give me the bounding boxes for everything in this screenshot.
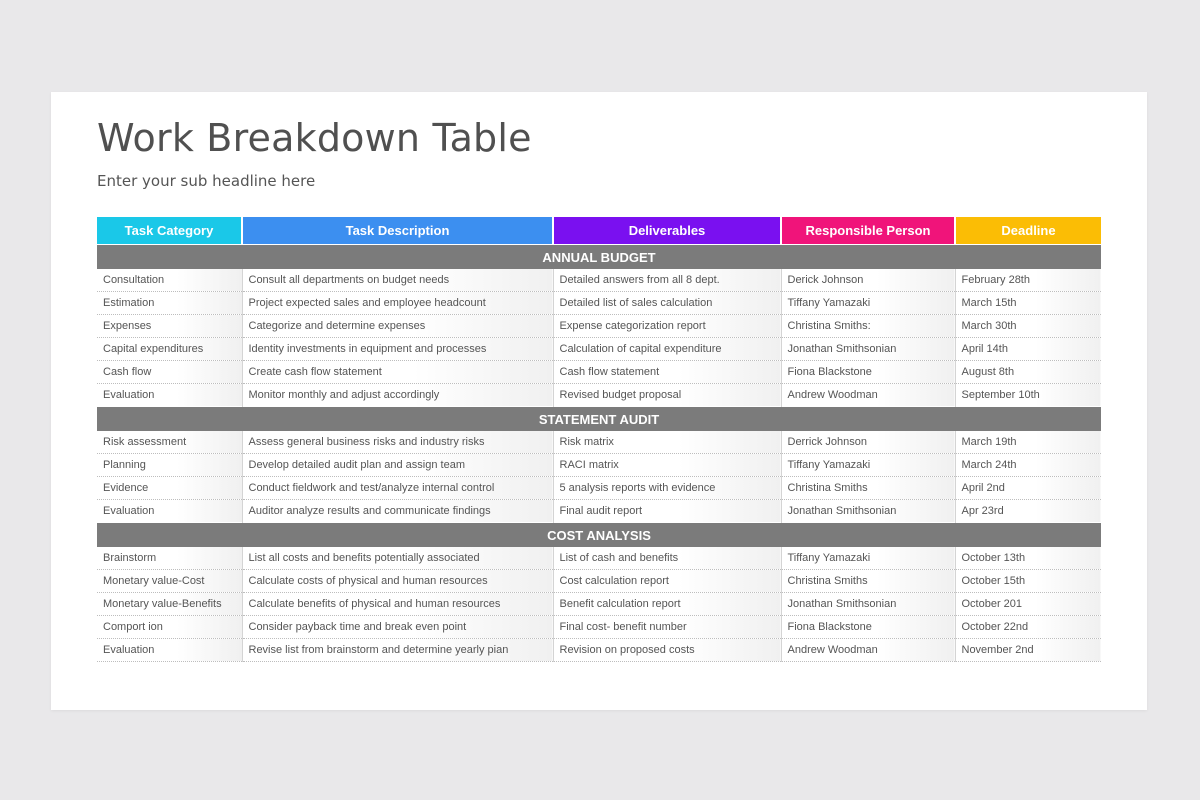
cell-task-category: Evidence	[97, 477, 242, 500]
table-row	[97, 384, 1101, 407]
slide	[51, 92, 1147, 710]
table-row	[97, 431, 1101, 454]
cell-task-description: Revise list from brainstorm and determine yearly pian	[242, 639, 553, 662]
table-row	[97, 269, 1101, 292]
cell-deliverables: Cash flow statement	[553, 361, 781, 384]
cell-task-description: List all costs and benefits potentially associated	[242, 547, 553, 570]
cell-task-description: Calculate benefits of physical and human resources	[242, 593, 553, 616]
cell-task-description: Create cash flow statement	[242, 361, 553, 384]
cell-responsible-person: Christina Smiths:	[781, 315, 955, 338]
cell-deliverables: List of cash and benefits	[553, 547, 781, 570]
cell-deadline: March 24th	[955, 454, 1101, 477]
cell-task-description: Calculate costs of physical and human resources	[242, 570, 553, 593]
table-row	[97, 639, 1101, 662]
table-row	[97, 454, 1101, 477]
section-title: ANNUAL BUDGET	[97, 245, 1101, 270]
cell-task-category: Brainstorm	[97, 547, 242, 570]
cell-task-description: Categorize and determine expenses	[242, 315, 553, 338]
cell-deadline: March 19th	[955, 431, 1101, 454]
cell-task-description: Assess general business risks and industry risks	[242, 431, 553, 454]
table-row	[97, 547, 1101, 570]
section-row	[97, 523, 1101, 548]
cell-task-category: Monetary value-Benefits	[97, 593, 242, 616]
cell-responsible-person: Jonathan Smithsonian	[781, 593, 955, 616]
cell-task-category: Evaluation	[97, 384, 242, 407]
cell-deliverables: Expense categorization report	[553, 315, 781, 338]
cell-task-category: Risk assessment	[97, 431, 242, 454]
cell-responsible-person: Andrew Woodman	[781, 639, 955, 662]
section-row	[97, 407, 1101, 432]
cell-deliverables: Revised budget proposal	[553, 384, 781, 407]
table-row	[97, 361, 1101, 384]
work-breakdown-table	[97, 217, 1101, 662]
header-deliverables: Deliverables	[553, 217, 781, 245]
table-row	[97, 593, 1101, 616]
table-row	[97, 500, 1101, 523]
cell-responsible-person: Fiona Blackstone	[781, 616, 955, 639]
cell-task-category: Estimation	[97, 292, 242, 315]
cell-task-category: Planning	[97, 454, 242, 477]
cell-deliverables: Final cost- benefit number	[553, 616, 781, 639]
cell-responsible-person: Christina Smiths	[781, 570, 955, 593]
cell-responsible-person: Tiffany Yamazaki	[781, 454, 955, 477]
cell-task-description: Project expected sales and employee headcount	[242, 292, 553, 315]
cell-task-category: Evaluation	[97, 500, 242, 523]
header-task-description: Task Description	[242, 217, 553, 245]
header-task-category: Task Category	[97, 217, 242, 245]
cell-responsible-person: Fiona Blackstone	[781, 361, 955, 384]
header-deadline: Deadline	[955, 217, 1101, 245]
cell-responsible-person: Derick Johnson	[781, 269, 955, 292]
table-row	[97, 292, 1101, 315]
cell-deliverables: Final audit report	[553, 500, 781, 523]
cell-task-category: Comport ion	[97, 616, 242, 639]
cell-deadline: February 28th	[955, 269, 1101, 292]
cell-responsible-person: Tiffany Yamazaki	[781, 547, 955, 570]
cell-deliverables: Detailed answers from all 8 dept.	[553, 269, 781, 292]
cell-responsible-person: Tiffany Yamazaki	[781, 292, 955, 315]
cell-task-description: Develop detailed audit plan and assign team	[242, 454, 553, 477]
table-row	[97, 477, 1101, 500]
page-subtitle: Enter your sub headline here	[97, 172, 316, 190]
cell-deadline: March 15th	[955, 292, 1101, 315]
cell-task-category: Monetary value-Cost	[97, 570, 242, 593]
cell-task-description: Conduct fieldwork and test/analyze internal control	[242, 477, 553, 500]
cell-task-category: Evaluation	[97, 639, 242, 662]
cell-deadline: October 15th	[955, 570, 1101, 593]
cell-deliverables: Risk matrix	[553, 431, 781, 454]
page-title: Work Breakdown Table	[97, 116, 532, 160]
cell-deliverables: Benefit calculation report	[553, 593, 781, 616]
section-title: STATEMENT AUDIT	[97, 407, 1101, 432]
header-responsible-person: Responsible Person	[781, 217, 955, 245]
cell-deadline: October 22nd	[955, 616, 1101, 639]
cell-deliverables: RACI matrix	[553, 454, 781, 477]
cell-responsible-person: Christina Smiths	[781, 477, 955, 500]
section-row	[97, 245, 1101, 270]
cell-task-category: Consultation	[97, 269, 242, 292]
table-row	[97, 338, 1101, 361]
cell-deadline: April 2nd	[955, 477, 1101, 500]
cell-deliverables: Calculation of capital expenditure	[553, 338, 781, 361]
cell-task-description: Monitor monthly and adjust accordingly	[242, 384, 553, 407]
cell-task-description: Consider payback time and break even point	[242, 616, 553, 639]
table-row	[97, 616, 1101, 639]
cell-deliverables: 5 analysis reports with evidence	[553, 477, 781, 500]
table-header-row	[97, 217, 1101, 245]
cell-task-description: Auditor analyze results and communicate findings	[242, 500, 553, 523]
cell-deadline: March 30th	[955, 315, 1101, 338]
table-row	[97, 315, 1101, 338]
cell-responsible-person: Jonathan Smithsonian	[781, 500, 955, 523]
cell-deliverables: Detailed list of sales calculation	[553, 292, 781, 315]
table-body	[97, 245, 1101, 662]
cell-task-description: Identity investments in equipment and processes	[242, 338, 553, 361]
cell-deadline: Apr 23rd	[955, 500, 1101, 523]
table-row	[97, 570, 1101, 593]
cell-task-category: Capital expenditures	[97, 338, 242, 361]
cell-deadline: November 2nd	[955, 639, 1101, 662]
cell-deliverables: Cost calculation report	[553, 570, 781, 593]
cell-responsible-person: Derrick Johnson	[781, 431, 955, 454]
cell-deadline: September 10th	[955, 384, 1101, 407]
section-title: COST ANALYSIS	[97, 523, 1101, 548]
cell-deadline: April 14th	[955, 338, 1101, 361]
cell-task-category: Expenses	[97, 315, 242, 338]
cell-deadline: October 201	[955, 593, 1101, 616]
cell-responsible-person: Andrew Woodman	[781, 384, 955, 407]
cell-deadline: October 13th	[955, 547, 1101, 570]
cell-deadline: August 8th	[955, 361, 1101, 384]
cell-task-description: Consult all departments on budget needs	[242, 269, 553, 292]
cell-task-category: Cash flow	[97, 361, 242, 384]
cell-deliverables: Revision on proposed costs	[553, 639, 781, 662]
cell-responsible-person: Jonathan Smithsonian	[781, 338, 955, 361]
